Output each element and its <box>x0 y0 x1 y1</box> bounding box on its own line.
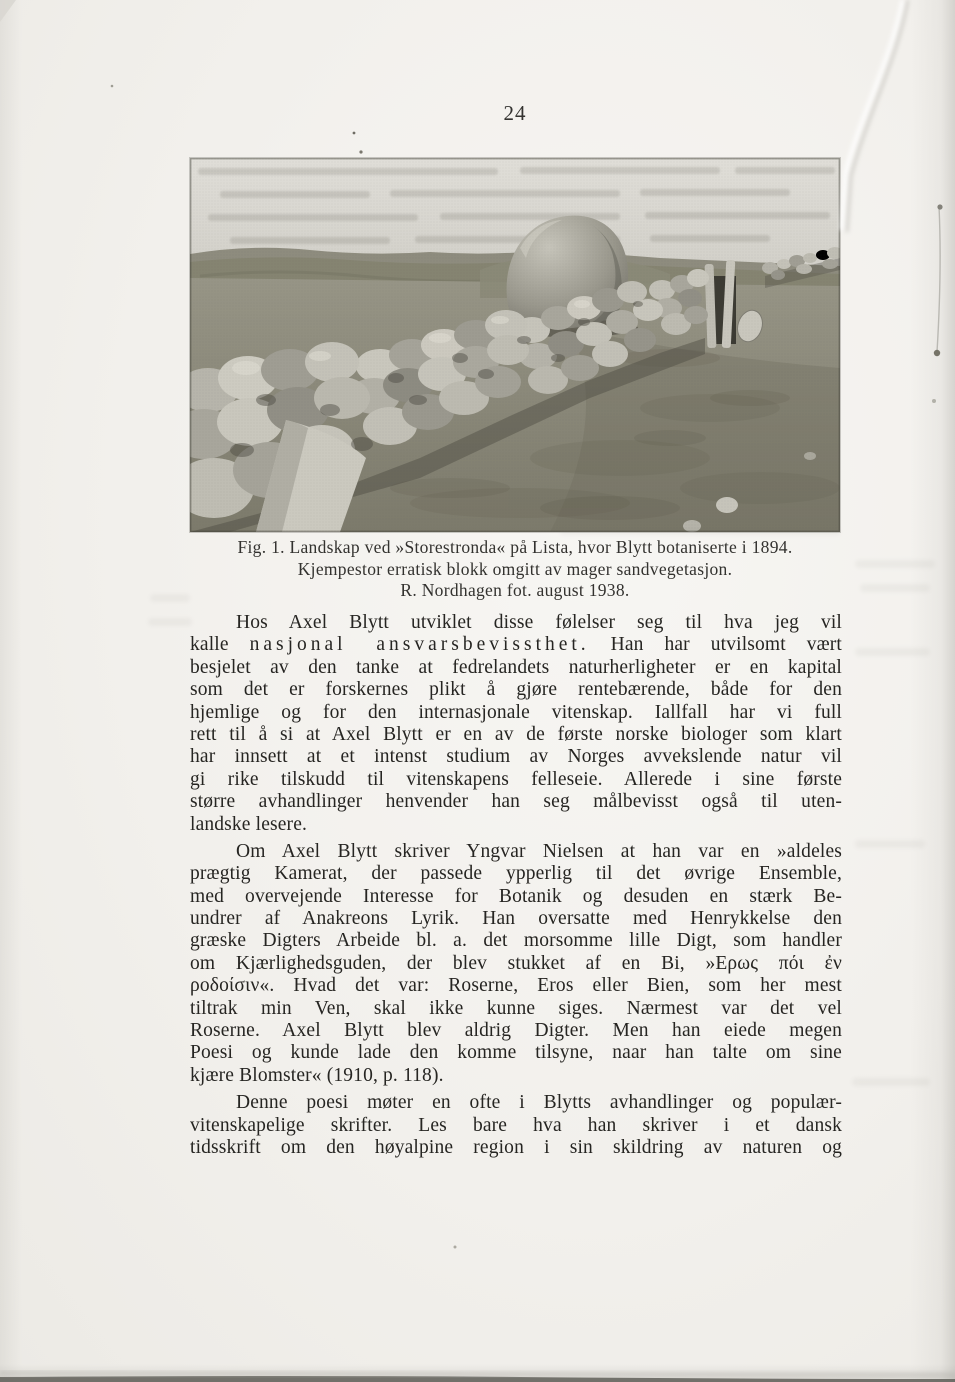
text-line: Poesi og kunde lade den komme tilsyne, naar han talte om sine <box>190 1042 842 1064</box>
text-line: Denne poesi møter en ofte i Blytts avhandlinger og populær- <box>236 1092 842 1114</box>
text-line: gi rike tilskudd til vitenskapens felleseie. Allerede i sine første <box>190 768 842 790</box>
text-line: kjære Blomster« (1910, p. 118). <box>190 1064 444 1086</box>
text-line: ροδοίσιν«. Hvad det var: Roserne, Eros eller Bien, som her mest <box>190 975 842 997</box>
text-line: Roserne. Axel Blytt blev aldrig Digter. Men han eiede megen <box>190 1020 842 1042</box>
figure-photo <box>190 158 840 532</box>
text-line: Om Axel Blytt skriver Yngvar Nielsen at han var en »aldeles <box>236 840 842 862</box>
paragraph <box>190 841 842 1087</box>
text-line: med overvejende Interesse for Botanik og desuden en stærk Be- <box>190 885 842 907</box>
text-line: om Kjærlighedsguden, der blev stukket af en Bi, »Ερως πόι ἐν <box>190 952 842 974</box>
text-line: kalle nasjonal ansvarsbevissthet. Han har utvilsomt vært <box>190 634 842 656</box>
text-line: vitenskapelige skrifter. Les bare hva han skriver i et dansk <box>190 1114 842 1136</box>
paragraph <box>190 1092 842 1159</box>
text-line: større avhandlinger henvender han seg målbevisst også til uten- <box>190 791 842 813</box>
text-line: græske Digters Arbeide bl. a. det morsomme lille Digt, som handler <box>190 930 842 952</box>
page-number: 24 <box>503 101 527 125</box>
landscape-photo <box>190 158 840 532</box>
text-line: som det er forskernes plikt å gjøre rentebærende, både for den <box>190 679 842 701</box>
figure-caption <box>145 537 885 602</box>
text-line: tidsskrift om den høyalpine region i sin skildring av naturen og <box>190 1136 842 1158</box>
text-line: besjelet av den tanke at fedrelandets naturherligheter er en kapital <box>190 656 842 678</box>
caption-line-3: R. Nordhagen fot. august 1938. <box>400 580 630 600</box>
text-line: prægtig Kamerat, der passede ypperlig til det øvrige Ensemble, <box>190 863 842 885</box>
body-text <box>190 612 842 1164</box>
text-line: har innsett at et intenst studium av Norges avvekslende natur vil <box>190 746 842 768</box>
text-line: tiltrak min Ven, skal ikke kunne siges. Nærmest var det vel <box>190 997 842 1019</box>
paragraph <box>190 612 842 836</box>
text-line: Hos Axel Blytt utviklet disse følelser seg til hva jeg vil <box>236 612 842 633</box>
text-line: hjemlige og for den internasjonale vitenskap. Iallfall har vi full <box>190 701 842 723</box>
caption-line-2: Kjempestor erratisk blokk omgitt av mager sandvegetasjon. <box>297 558 733 579</box>
text-line: undrer af Anakreons Lyrik. Han oversatte med Henrykkelse den <box>190 908 842 930</box>
text-line: rett til å si at Axel Blytt er en av de første norske biologer som klart <box>190 723 842 745</box>
caption-line-1: Fig. 1. Landskap ved »Storestronda« på Lista, hvor Blytt botaniserte i 1894. <box>237 537 793 557</box>
text-line: landske lesere. <box>190 813 308 835</box>
